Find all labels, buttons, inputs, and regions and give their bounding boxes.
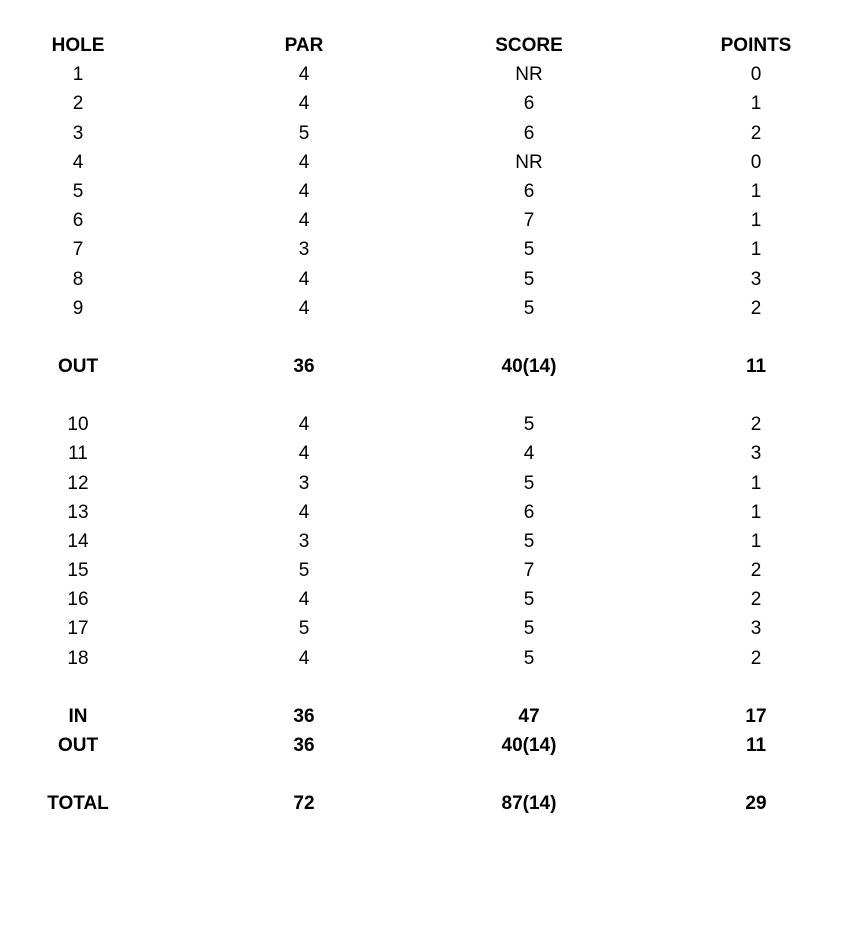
hole-number: 10	[67, 414, 89, 436]
hole-number: 7	[72, 239, 84, 261]
score-value: NR	[515, 151, 543, 173]
points-value: 3	[750, 618, 762, 640]
par-value: 4	[298, 268, 310, 290]
table-row	[0, 556, 866, 585]
score-value: 6	[523, 122, 535, 144]
table-row	[0, 89, 866, 118]
golf-scorecard	[0, 31, 866, 818]
in-score: 47	[518, 705, 540, 727]
header-score: SCORE	[495, 35, 563, 57]
par-value: 4	[298, 501, 310, 523]
par-value: 4	[298, 414, 310, 436]
points-value: 1	[750, 472, 762, 494]
points-value: 1	[750, 501, 762, 523]
hole-number: 3	[72, 122, 84, 144]
table-row	[0, 60, 866, 89]
hole-number: 2	[72, 93, 84, 115]
hole-number: 16	[67, 589, 89, 611]
header-points: POINTS	[720, 35, 792, 57]
out-par: 36	[293, 355, 315, 377]
out-score: 40(14)	[501, 735, 557, 757]
table-row	[0, 468, 866, 497]
out-label: OUT	[57, 355, 99, 377]
par-value: 3	[298, 472, 310, 494]
score-value: 5	[523, 239, 535, 261]
par-value: 3	[298, 239, 310, 261]
table-row	[0, 527, 866, 556]
points-value: 2	[750, 122, 762, 144]
total-label: TOTAL	[47, 793, 109, 815]
out-points: 11	[745, 355, 767, 377]
par-value: 5	[298, 560, 310, 582]
hole-number: 15	[67, 560, 89, 582]
table-row	[0, 177, 866, 206]
table-row	[0, 148, 866, 177]
points-value: 1	[750, 181, 762, 203]
hole-number: 4	[72, 151, 84, 173]
table-row	[0, 585, 866, 614]
table-row	[0, 614, 866, 643]
table-row	[0, 119, 866, 148]
score-value: 6	[523, 181, 535, 203]
par-value: 4	[298, 151, 310, 173]
out-points: 11	[745, 735, 767, 757]
table-row	[0, 439, 866, 468]
score-value: 5	[523, 414, 535, 436]
table-row	[0, 410, 866, 439]
hole-number: 12	[67, 472, 89, 494]
score-value: 5	[523, 472, 535, 494]
par-value: 4	[298, 210, 310, 232]
out-par: 36	[293, 735, 315, 757]
points-value: 0	[750, 151, 762, 173]
score-value: 5	[523, 647, 535, 669]
points-value: 1	[750, 93, 762, 115]
points-value: 1	[750, 530, 762, 552]
in-total-row	[0, 702, 866, 731]
par-value: 5	[298, 618, 310, 640]
total-par: 72	[293, 793, 315, 815]
table-row	[0, 294, 866, 323]
out-total-row	[0, 731, 866, 760]
in-points: 17	[745, 705, 767, 727]
score-value: 6	[523, 501, 535, 523]
score-value: 5	[523, 297, 535, 319]
hole-number: 13	[67, 501, 89, 523]
hole-number: 1	[72, 64, 84, 86]
hole-number: 17	[67, 618, 89, 640]
hole-number: 11	[68, 443, 88, 465]
hole-number: 6	[72, 210, 84, 232]
header-par: PAR	[284, 35, 324, 57]
table-row	[0, 265, 866, 294]
score-value: 5	[523, 618, 535, 640]
table-row	[0, 206, 866, 235]
points-value: 3	[750, 443, 762, 465]
par-value: 4	[298, 443, 310, 465]
points-value: 0	[750, 64, 762, 86]
score-value: 7	[523, 210, 535, 232]
par-value: 5	[298, 122, 310, 144]
hole-number: 18	[67, 647, 89, 669]
in-par: 36	[293, 705, 315, 727]
out-label: OUT	[57, 735, 99, 757]
table-row	[0, 235, 866, 264]
points-value: 2	[750, 297, 762, 319]
points-value: 2	[750, 647, 762, 669]
score-value: 7	[523, 560, 535, 582]
out-subtotal-row	[0, 352, 866, 381]
par-value: 4	[298, 93, 310, 115]
score-value: 5	[523, 268, 535, 290]
points-value: 3	[750, 268, 762, 290]
score-value: 4	[523, 443, 535, 465]
par-value: 4	[298, 64, 310, 86]
points-value: 1	[750, 239, 762, 261]
header-hole: HOLE	[51, 35, 105, 57]
par-value: 4	[298, 181, 310, 203]
points-value: 2	[750, 414, 762, 436]
points-value: 1	[750, 210, 762, 232]
out-score: 40(14)	[501, 355, 557, 377]
header-row	[0, 31, 866, 60]
par-value: 4	[298, 647, 310, 669]
total-points: 29	[745, 793, 767, 815]
par-value: 4	[298, 297, 310, 319]
table-row	[0, 644, 866, 673]
par-value: 3	[298, 530, 310, 552]
hole-number: 5	[72, 181, 84, 203]
in-label: IN	[68, 705, 88, 727]
points-value: 2	[750, 560, 762, 582]
hole-number: 14	[67, 530, 89, 552]
table-row	[0, 498, 866, 527]
score-value: 5	[523, 589, 535, 611]
grand-total-row	[0, 789, 866, 818]
score-value: 6	[523, 93, 535, 115]
score-value: 5	[523, 530, 535, 552]
total-score: 87(14)	[501, 793, 557, 815]
par-value: 4	[298, 589, 310, 611]
hole-number: 9	[72, 297, 84, 319]
points-value: 2	[750, 589, 762, 611]
score-value: NR	[515, 64, 543, 86]
hole-number: 8	[72, 268, 84, 290]
